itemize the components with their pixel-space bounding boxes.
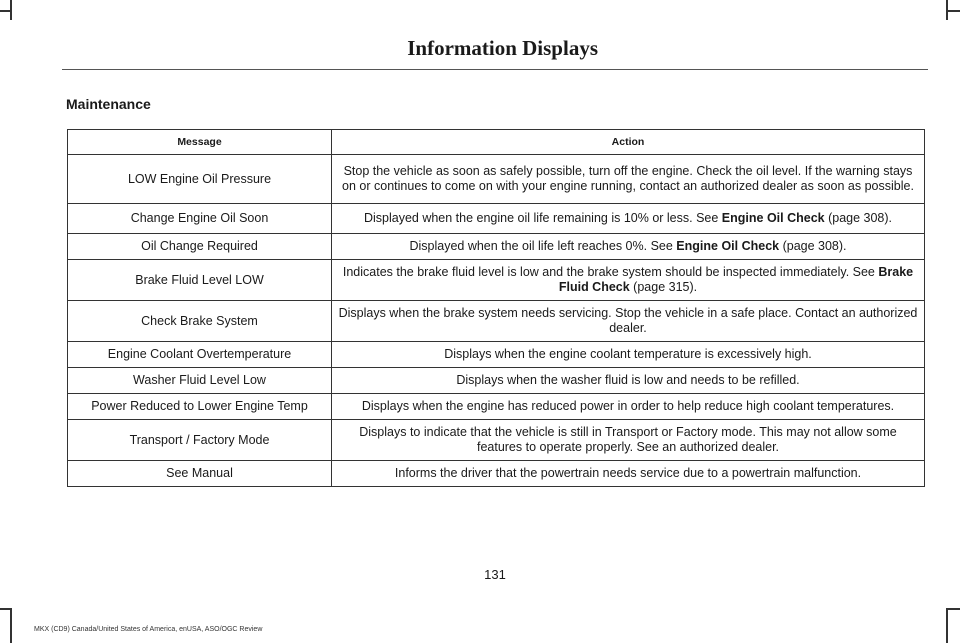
crop-mark-bottom-right-v <box>946 608 948 643</box>
table-row <box>68 461 925 487</box>
message-cell: Change Engine Oil Soon <box>68 204 332 234</box>
cross-reference-link[interactable]: Engine Oil Check <box>721 211 825 225</box>
crop-mark-top-left-h <box>0 10 12 12</box>
page-reference: (page 308). <box>779 239 847 253</box>
table-header-row <box>68 130 925 155</box>
table-row <box>68 368 925 394</box>
action-text: Informs the driver that the powertrain needs service due to a powertrain malfunction. <box>394 466 862 480</box>
page-reference: (page 315). <box>629 280 698 294</box>
message-cell: Transport / Factory Mode <box>68 420 332 461</box>
message-cell: Brake Fluid Level LOW <box>68 260 332 301</box>
column-header-message: Message <box>68 130 332 155</box>
action-text: Displays when the brake system needs servicing. Stop the vehicle in a safe place. Contact an authorized dealer. <box>338 306 918 335</box>
table-row <box>68 394 925 420</box>
message-cell: Engine Coolant Overtemperature <box>68 342 332 368</box>
page-reference: (page 308). <box>824 211 893 225</box>
message-cell: Check Brake System <box>68 301 332 342</box>
footer-text: MKX (CD9) Canada/United States of America, enUSA, ASO/OGC Review <box>34 626 263 633</box>
action-cell <box>332 420 925 461</box>
table-body <box>68 155 925 487</box>
action-text: Displays to indicate that the vehicle is still in Transport or Factory mode. This may not allow some features to operate properly. See an authorized dealer. <box>359 425 897 454</box>
crop-mark-bottom-left-v <box>10 608 12 643</box>
action-cell <box>332 301 925 342</box>
message-cell: See Manual <box>68 461 332 487</box>
action-cell <box>332 260 925 301</box>
table-row <box>68 342 925 368</box>
action-text: Displays when the engine has reduced power in order to help reduce high coolant temperatures. <box>361 399 895 413</box>
action-text: Displayed when the oil life left reaches 0%. See <box>409 239 677 253</box>
header-divider <box>62 69 928 70</box>
action-text: Displayed when the engine oil life remaining is 10% or less. See <box>363 211 722 225</box>
action-text: Stop the vehicle as soon as safely possible, turn off the engine. Check the oil level. If the warning stays on or continues to come on with your engine running, contact an authorized dealer as soon as possible. <box>342 164 914 193</box>
crop-mark-bottom-left-h <box>0 608 12 610</box>
message-cell: Power Reduced to Lower Engine Temp <box>68 394 332 420</box>
message-cell: LOW Engine Oil Pressure <box>68 155 332 204</box>
action-cell <box>332 342 925 368</box>
cross-reference-link[interactable]: Brake Fluid Check <box>558 265 914 294</box>
page-number: 131 <box>484 567 506 582</box>
action-cell <box>332 394 925 420</box>
maintenance-message-table <box>67 129 925 487</box>
crop-mark-top-right-h <box>946 10 960 12</box>
action-text: Displays when the engine coolant temperature is excessively high. <box>444 347 812 361</box>
table-row <box>68 204 925 234</box>
action-text: Indicates the brake fluid level is low and the brake system should be inspected immediately. See <box>342 265 879 279</box>
table-row <box>68 420 925 461</box>
crop-mark-bottom-right-h <box>946 608 960 610</box>
message-cell: Oil Change Required <box>68 234 332 260</box>
message-cell: Washer Fluid Level Low <box>68 368 332 394</box>
page-header-title: Information Displays <box>407 36 598 60</box>
action-text: Displays when the washer fluid is low and needs to be refilled. <box>456 373 800 387</box>
table-row <box>68 260 925 301</box>
action-cell <box>332 368 925 394</box>
action-cell <box>332 155 925 204</box>
table-row <box>68 301 925 342</box>
action-cell <box>332 234 925 260</box>
table-row <box>68 234 925 260</box>
column-header-action: Action <box>332 130 925 155</box>
section-heading: Maintenance <box>66 96 151 112</box>
action-cell <box>332 204 925 234</box>
cross-reference-link[interactable]: Engine Oil Check <box>676 239 780 253</box>
action-cell <box>332 461 925 487</box>
table-row <box>68 155 925 204</box>
